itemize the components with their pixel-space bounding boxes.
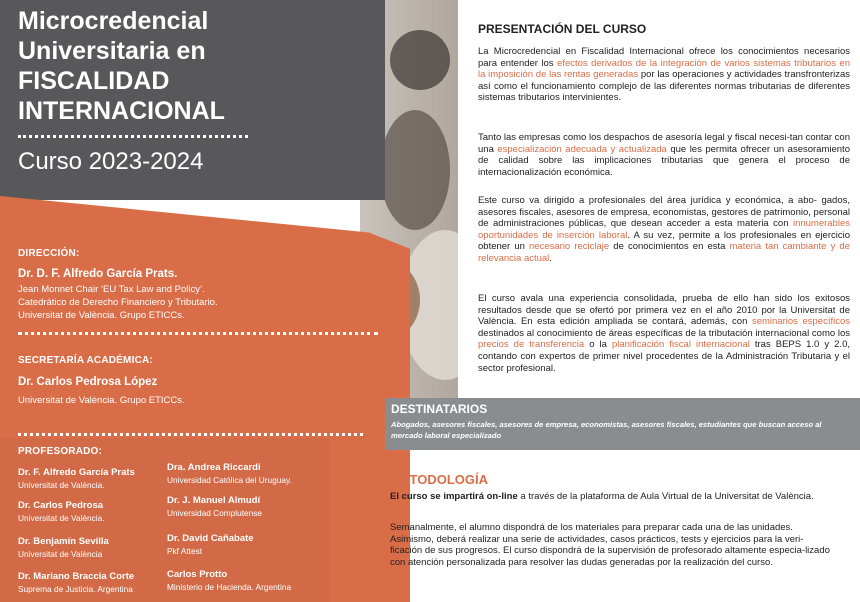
faculty-name: Dr. Benjamín Sevilla	[18, 536, 109, 547]
faculty-name: Dr. F. Alfredo García Prats	[18, 467, 135, 478]
methodology-paragraph: Semanalmente, el alumno dispondrá de los materiales para preparar cada una de las unidades. Asimismo, deberá realizar una serie de actividades, casos prácticos, tests y ejercicios para la veri-ficación de sus progresos. El curso dispondrá de la supervisión de profesorado altamente especia-lizado con atención personalizada para resolver las dudas generadas por la realización del curso.	[390, 522, 830, 568]
audience-bar	[385, 398, 860, 450]
presentation-paragraph	[478, 293, 850, 374]
section-divider	[18, 332, 378, 335]
faculty-name: Carlos Protto	[167, 569, 228, 580]
faculty-member	[18, 571, 134, 594]
faculty-affiliation: Universidad Complutense	[167, 508, 263, 518]
presentation-heading: PRESENTACIÓN DEL CURSO	[478, 22, 647, 36]
faculty-member	[167, 462, 292, 485]
text-run: de conocimientos en esta	[609, 241, 730, 253]
audience-heading: DESTINATARIOS	[391, 402, 488, 416]
faculty-affiliation: Pkf Attest	[167, 546, 203, 556]
text-run: destinados al conocimiento de áreas específicas de la tributación internacional como los	[478, 327, 850, 339]
faculty-member	[18, 536, 109, 559]
highlight-text: innumerables oportunidades de inserción laboral	[478, 218, 850, 241]
director-line: Catedrático de Derecho Financiero y Tributario.	[18, 297, 218, 308]
presentation-panel	[458, 0, 860, 400]
faculty-affiliation: Suprema de Justicia. Argentina	[18, 584, 133, 594]
highlight-text: efectos derivados de la integración de varios sistemas tributarios en la imposición de las rentas generadas	[478, 57, 850, 81]
methodology-heading: METODOLOGÍA	[390, 472, 488, 487]
faculty-name: Dr. Mariano Braccia Corte	[18, 571, 135, 582]
secretary-label: SECRETARÍA ACADÉMICA:	[18, 355, 153, 366]
faculty-name: Dra. Andrea Riccardi	[167, 462, 261, 473]
faculty-affiliation: Universitat de València.	[18, 513, 105, 523]
faculty-affiliation: Universidad Católica del Uruguay.	[167, 475, 292, 485]
audience-text: Abogados, asesores fiscales, asesores de empresa, economistas, asesores fiscales, estudiantes que buscan acceso al mercado laboral especializado	[391, 420, 822, 440]
faculty-affiliation: Universitat de València.	[18, 480, 105, 490]
section-divider	[18, 433, 363, 436]
faculty-member	[167, 533, 254, 556]
direction-label: DIRECCIÓN:	[18, 248, 80, 259]
title-line-1: Microcredencial	[18, 7, 209, 35]
faculty-member	[18, 467, 135, 490]
faculty-name: Dr. J. Manuel Almudí	[167, 495, 261, 506]
highlight-text: planificación fiscal internacional	[611, 339, 750, 351]
page-title	[18, 6, 363, 126]
secretary-name: Dr. Carlos Pedrosa López	[18, 376, 158, 388]
faculty-label: PROFESORADO:	[18, 446, 103, 457]
text-run: o la	[584, 339, 612, 351]
faculty-member	[18, 500, 105, 523]
presentation-paragraph	[478, 195, 850, 265]
text-run: Este curso va dirigido a profesionales del área jurídica y económica, a abo- gados, asesores fiscales, asesores de empresa, economistas, gestores de patrimonio, personal de administraciones públicas, que desean acceder a esta materia con	[478, 195, 850, 230]
course-year: Curso 2023-2024	[18, 148, 204, 175]
title-divider	[18, 135, 248, 138]
presentation-paragraph	[478, 132, 850, 178]
text-run: El curso avala una experiencia consolidada, prueba de ello han sido los exitosos resultados desde que se ofertó por primera vez en el año 2010 por la Universitat de València. En esta edición ampliada se contará, además, con	[478, 293, 850, 328]
director-name: Dr. D. F. Alfredo García Prats.	[18, 268, 178, 280]
director-line: Universitat de València. Grupo ETICCs.	[18, 310, 185, 321]
text-run: La Microcredencial en Fiscalidad Internacional ofrece los conocimientos necesarios para entender los	[478, 46, 850, 69]
highlight-text: seminarios específicos	[751, 316, 850, 328]
text-run: . A su vez, permite a los profesionales en ejercicio obtener un	[478, 229, 850, 253]
highlight-text: necesario reciclaje	[529, 241, 610, 253]
title-line-3: FISCALIDAD	[18, 67, 170, 95]
director-details	[18, 283, 218, 322]
text-run: a través de la plataforma de Aula Virtual de la Universitat de València.	[517, 491, 814, 502]
text-run: .	[549, 252, 552, 264]
director-line: Jean Monnet Chair ‘EU Tax Law and Policy’.	[18, 284, 205, 295]
highlight-text: materia tan cambiante y de relevancia actual	[478, 241, 850, 264]
title-line-4: INTERNACIONAL	[18, 97, 225, 125]
text-run: por las operaciones y actividades transfronterizas así como el funcionamiento complejo de las diferentes normas tributarias de diferentes sistemas tributarios intervinientes.	[478, 69, 851, 104]
title-line-2: Universitaria en	[18, 37, 206, 65]
methodology-paragraph	[390, 491, 835, 503]
faculty-name: Dr. Carlos Pedrosa	[18, 500, 104, 511]
faculty-affiliation: Ministerio de Hacienda. Argentina	[167, 582, 292, 592]
faculty-affiliation: Universitat de València	[18, 549, 103, 559]
secretary-affiliation: Universitat de València. Grupo ETICCs.	[18, 395, 185, 406]
faculty-member	[167, 569, 291, 592]
text-run: tras BEPS 1.0 y 2.0, contando con expertos de primer nivel procedentes de la Administración Tributaria y el sector profesional.	[478, 339, 850, 374]
text-run: que les permita ofrecer un asesoramiento de calidad sobre las implicaciones tributarias que genera el proceso de internacionalización económica.	[478, 143, 850, 178]
faculty-name: Dr. David Cañabate	[167, 533, 254, 544]
text-run: Tanto las empresas como los despachos de asesoría legal y fiscal necesi-tan contar con una	[478, 132, 850, 155]
highlight-text: especialización adecuada y actualizada	[497, 143, 667, 155]
faculty-member	[167, 495, 262, 518]
presentation-paragraph	[478, 46, 850, 104]
methodology-bold: El curso se impartirá on-line	[390, 491, 518, 502]
highlight-text: precios de transferencia	[478, 339, 585, 351]
